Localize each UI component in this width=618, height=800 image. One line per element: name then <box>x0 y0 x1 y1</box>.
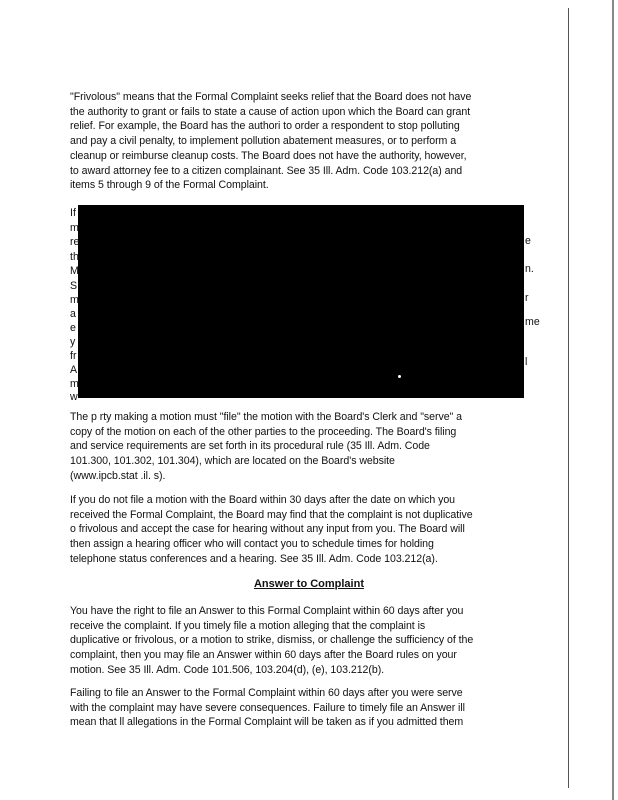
redaction-fragment: re <box>70 236 80 248</box>
redaction-fragment: l <box>525 356 528 368</box>
redaction-fragment: fr <box>70 350 77 362</box>
redaction-fragment: a <box>70 308 76 320</box>
redaction-fragment: m <box>70 294 79 306</box>
no-motion-paragraph: If you do not file a motion with the Board within 30 days after the date on which you received the Formal Complaint, the Board may find that the complaint is not duplicative o frivolous and accept the case for hearing without any input from you. The Board will then assign a hearing officer who will contact you to schedule times for holding telephone status conferences and a hearing. See 35 Ill. Adm. Code 103.212(a). <box>70 494 473 565</box>
redaction-fragment: e <box>70 322 76 334</box>
redaction-fragment: me <box>525 316 540 328</box>
scan-edge-line <box>568 8 569 788</box>
failing-answer-paragraph: Failing to file an Answer to the Formal Complaint within 60 days after you were serve with the complaint may have severe consequences. Failure to timely file an Answer ill mean that ll allegations in the Formal Complaint will be taken as if you admitted them <box>70 687 465 729</box>
redaction-fragment: A <box>70 364 78 376</box>
redaction-fragment: S <box>70 280 78 292</box>
redaction-fragment: y <box>70 336 76 348</box>
redaction-box <box>78 205 524 398</box>
redaction-fragment: e <box>525 235 531 247</box>
answer-right-paragraph: You have the right to file an Answer to this Formal Complaint within 60 days after you receive the complaint. If you timely file a motion alleging that the complaint is duplicative or frivolous, or a motion to strike, dismiss, or challenge the sufficiency of the complaint, then you may file an Answer within 60 days after the Board rules on your motion. See 35 Ill. Adm. Code 101.506, 103.204(d), (e), 103.212(b). <box>70 605 474 676</box>
frivolous-paragraph: "Frivolous" means that the Formal Complaint seeks relief that the Board does not have the authority to grant or fails to state a cause of action upon which the Board can grant relief. For example, the Board has the authori to order a respondent to stop polluting and pay a civil penalty, to implement pollution abatement measures, or to perform a cleanup or reimburse cleanup costs. The Board does not have the authority, however, to award attorney fee to a citizen complainant. See 35 Ill. Adm. Code 103.212(a) and items 5 through 9 of the Formal Complaint. <box>70 91 472 192</box>
answer-heading: Answer to Complaint <box>253 578 364 590</box>
redaction-fragment: th <box>70 251 79 263</box>
redaction-fragment: r <box>525 292 529 304</box>
motion-filing-paragraph: The p rty making a motion must "file" the motion with the Board's Clerk and "serve" a copy of the motion on each of the other parties to the proceeding. The Board's filing and service requirements are set forth in its procedural rule (35 Ill. Adm. Code 101.300, 101.302, 101.304), which are located on the Board's website (www.ipcb.stat .il. s). <box>70 411 463 482</box>
redaction-fragment: n. <box>525 263 534 275</box>
scan-edge-border <box>612 0 614 800</box>
scan-speck <box>398 375 401 378</box>
redaction-fragment: M <box>70 265 79 277</box>
redaction-fragment: m <box>70 222 79 234</box>
redaction-fragment: w <box>70 391 78 403</box>
redaction-fragment: m <box>70 378 79 390</box>
redaction-fragment: If <box>70 207 76 219</box>
